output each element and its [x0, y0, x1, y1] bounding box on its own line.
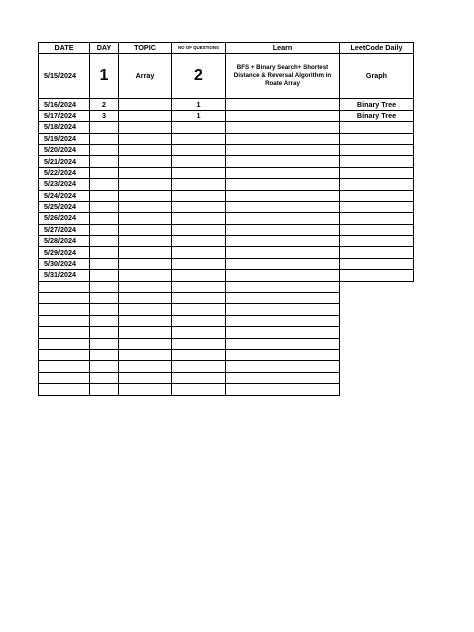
empty-cell[interactable] [172, 361, 226, 372]
questions-cell[interactable] [172, 133, 226, 144]
blank-area [340, 372, 414, 383]
empty-cell[interactable] [90, 361, 119, 372]
col-date-header: DATE [39, 43, 90, 54]
table-row [39, 213, 414, 224]
blank-area [340, 338, 414, 349]
day-cell[interactable] [90, 133, 119, 144]
daily-cell[interactable] [340, 258, 414, 269]
date-cell[interactable]: 5/30/2024 [39, 258, 90, 269]
learn-cell[interactable] [226, 133, 340, 144]
daily-cell[interactable] [340, 144, 414, 155]
empty-cell[interactable] [39, 304, 90, 315]
topic-cell[interactable] [119, 167, 172, 178]
empty-cell[interactable] [90, 327, 119, 338]
table-row [39, 258, 414, 269]
empty-cell[interactable] [39, 327, 90, 338]
empty-cell[interactable] [172, 281, 226, 292]
topic-cell[interactable] [119, 133, 172, 144]
empty-cell[interactable] [90, 315, 119, 326]
col-daily-header: LeetCode Daily [340, 43, 414, 54]
date-cell[interactable]: 5/15/2024 [39, 54, 90, 99]
topic-cell[interactable] [119, 99, 172, 110]
blank-area [340, 293, 414, 304]
date-cell[interactable]: 5/27/2024 [39, 224, 90, 235]
empty-cell[interactable] [39, 293, 90, 304]
daily-cell[interactable] [340, 224, 414, 235]
topic-cell[interactable] [119, 224, 172, 235]
learn-cell[interactable] [226, 213, 340, 224]
empty-cell[interactable] [90, 372, 119, 383]
learn-cell[interactable] [226, 258, 340, 269]
table-row [39, 144, 414, 155]
day-cell[interactable] [90, 122, 119, 133]
empty-cell[interactable] [90, 304, 119, 315]
blank-area [340, 315, 414, 326]
daily-cell[interactable]: Graph [340, 54, 414, 99]
table-row [39, 201, 414, 212]
empty-cell[interactable] [226, 281, 340, 292]
table-row [39, 236, 414, 247]
empty-cell[interactable] [172, 327, 226, 338]
topic-cell[interactable] [119, 201, 172, 212]
date-cell[interactable]: 5/24/2024 [39, 190, 90, 201]
daily-cell[interactable] [340, 213, 414, 224]
date-cell[interactable]: 5/16/2024 [39, 99, 90, 110]
table-row [39, 247, 414, 258]
col-questions-header: NO OF QUESTIONS [172, 43, 226, 54]
empty-row [39, 293, 414, 304]
learn-cell[interactable] [226, 167, 340, 178]
questions-cell[interactable] [172, 122, 226, 133]
learn-cell[interactable] [226, 179, 340, 190]
day-cell[interactable] [90, 213, 119, 224]
daily-cell[interactable] [340, 122, 414, 133]
empty-cell[interactable] [226, 304, 340, 315]
empty-cell[interactable] [226, 327, 340, 338]
tracker-table [38, 42, 414, 396]
questions-cell[interactable] [172, 190, 226, 201]
empty-cell[interactable] [172, 315, 226, 326]
table-row [39, 122, 414, 133]
day-cell[interactable] [90, 190, 119, 201]
questions-cell[interactable] [172, 201, 226, 212]
learn-cell[interactable] [226, 270, 340, 281]
daily-cell[interactable]: Binary Tree [340, 110, 414, 121]
empty-cell[interactable] [90, 293, 119, 304]
col-topic-header: TOPIC [119, 43, 172, 54]
empty-cell[interactable] [119, 361, 172, 372]
date-cell[interactable]: 5/22/2024 [39, 167, 90, 178]
blank-area [340, 327, 414, 338]
empty-cell[interactable] [172, 384, 226, 395]
table-row [39, 133, 414, 144]
empty-cell[interactable] [119, 327, 172, 338]
questions-cell[interactable]: 1 [172, 99, 226, 110]
day-cell[interactable] [90, 179, 119, 190]
questions-cell[interactable] [172, 167, 226, 178]
empty-row [39, 349, 414, 360]
questions-cell[interactable] [172, 156, 226, 167]
empty-cell[interactable] [119, 372, 172, 383]
empty-row [39, 304, 414, 315]
empty-cell[interactable] [119, 304, 172, 315]
empty-cell[interactable] [119, 315, 172, 326]
empty-cell[interactable] [226, 338, 340, 349]
header-row [39, 43, 414, 54]
empty-row [39, 338, 414, 349]
topic-cell[interactable] [119, 247, 172, 258]
empty-cell[interactable] [39, 315, 90, 326]
table-row [39, 190, 414, 201]
empty-row [39, 327, 414, 338]
blank-area [340, 304, 414, 315]
learn-cell[interactable] [226, 247, 340, 258]
empty-row [39, 315, 414, 326]
topic-cell[interactable] [119, 213, 172, 224]
date-cell[interactable]: 5/31/2024 [39, 270, 90, 281]
table-row [39, 110, 414, 121]
empty-cell[interactable] [39, 281, 90, 292]
daily-cell[interactable] [340, 133, 414, 144]
date-cell[interactable]: 5/18/2024 [39, 122, 90, 133]
date-cell[interactable]: 5/21/2024 [39, 156, 90, 167]
learn-cell[interactable] [226, 144, 340, 155]
day-cell[interactable] [90, 258, 119, 269]
empty-cell[interactable] [226, 315, 340, 326]
empty-cell[interactable] [226, 384, 340, 395]
day-cell[interactable] [90, 224, 119, 235]
daily-cell[interactable] [340, 270, 414, 281]
date-cell[interactable]: 5/26/2024 [39, 213, 90, 224]
date-cell[interactable]: 5/17/2024 [39, 110, 90, 121]
empty-cell[interactable] [226, 361, 340, 372]
empty-cell[interactable] [226, 349, 340, 360]
table-row [39, 167, 414, 178]
empty-cell[interactable] [39, 361, 90, 372]
day-cell[interactable] [90, 236, 119, 247]
empty-cell[interactable] [39, 338, 90, 349]
empty-cell[interactable] [39, 372, 90, 383]
blank-area [340, 349, 414, 360]
empty-cell[interactable] [90, 349, 119, 360]
day-cell[interactable] [90, 144, 119, 155]
table-row [39, 156, 414, 167]
topic-cell[interactable]: Array [119, 54, 172, 99]
topic-cell[interactable] [119, 236, 172, 247]
questions-cell[interactable] [172, 247, 226, 258]
questions-cell[interactable] [172, 258, 226, 269]
empty-cell[interactable] [90, 281, 119, 292]
questions-cell[interactable] [172, 213, 226, 224]
date-cell[interactable]: 5/28/2024 [39, 236, 90, 247]
questions-cell[interactable] [172, 224, 226, 235]
topic-cell[interactable] [119, 122, 172, 133]
table-row [39, 99, 414, 110]
empty-cell[interactable] [172, 372, 226, 383]
learn-cell[interactable] [226, 122, 340, 133]
table-row [39, 54, 414, 99]
daily-cell[interactable] [340, 167, 414, 178]
empty-cell[interactable] [119, 293, 172, 304]
learn-cell[interactable]: BFS + Binary Search+ Shortest Distance & Reversal Algorithm in Roate Array [226, 54, 340, 99]
blank-area [340, 384, 414, 395]
daily-cell[interactable]: Binary Tree [340, 99, 414, 110]
daily-cell[interactable] [340, 236, 414, 247]
date-cell[interactable]: 5/19/2024 [39, 133, 90, 144]
empty-cell[interactable] [226, 372, 340, 383]
day-cell[interactable] [90, 247, 119, 258]
blank-area [340, 361, 414, 372]
day-cell[interactable]: 3 [90, 110, 119, 121]
questions-cell[interactable] [172, 144, 226, 155]
empty-row [39, 384, 414, 395]
topic-cell[interactable] [119, 110, 172, 121]
blank-area [340, 281, 414, 292]
topic-cell[interactable] [119, 270, 172, 281]
date-cell[interactable]: 5/23/2024 [39, 179, 90, 190]
empty-cell[interactable] [172, 293, 226, 304]
questions-cell[interactable] [172, 236, 226, 247]
learn-cell[interactable] [226, 110, 340, 121]
questions-cell[interactable]: 1 [172, 110, 226, 121]
empty-cell[interactable] [226, 293, 340, 304]
topic-cell[interactable] [119, 190, 172, 201]
daily-cell[interactable] [340, 179, 414, 190]
topic-cell[interactable] [119, 144, 172, 155]
col-learn-header: Learn [226, 43, 340, 54]
empty-cell[interactable] [172, 338, 226, 349]
empty-cell[interactable] [172, 349, 226, 360]
day-cell[interactable] [90, 201, 119, 212]
daily-cell[interactable] [340, 190, 414, 201]
table-row [39, 270, 414, 281]
day-cell[interactable]: 2 [90, 99, 119, 110]
day-cell[interactable] [90, 156, 119, 167]
learn-cell[interactable] [226, 156, 340, 167]
day-cell[interactable] [90, 270, 119, 281]
empty-cell[interactable] [119, 338, 172, 349]
empty-cell[interactable] [119, 349, 172, 360]
col-day-header: DAY [90, 43, 119, 54]
empty-row [39, 281, 414, 292]
daily-cell[interactable] [340, 156, 414, 167]
date-cell[interactable]: 5/29/2024 [39, 247, 90, 258]
learn-cell[interactable] [226, 201, 340, 212]
topic-cell[interactable] [119, 258, 172, 269]
table-row [39, 224, 414, 235]
empty-cell[interactable] [172, 304, 226, 315]
questions-cell[interactable] [172, 179, 226, 190]
learn-cell[interactable] [226, 236, 340, 247]
empty-cell[interactable] [119, 384, 172, 395]
questions-cell[interactable] [172, 270, 226, 281]
empty-cell[interactable] [90, 338, 119, 349]
day-cell[interactable]: 1 [90, 54, 119, 99]
topic-cell[interactable] [119, 179, 172, 190]
empty-cell[interactable] [90, 384, 119, 395]
daily-cell[interactable] [340, 247, 414, 258]
day-cell[interactable] [90, 167, 119, 178]
table-row [39, 179, 414, 190]
learn-cell[interactable] [226, 224, 340, 235]
empty-cell[interactable] [39, 349, 90, 360]
date-cell[interactable]: 5/20/2024 [39, 144, 90, 155]
empty-cell[interactable] [119, 281, 172, 292]
empty-row [39, 361, 414, 372]
daily-cell[interactable] [340, 201, 414, 212]
questions-cell[interactable]: 2 [172, 54, 226, 99]
empty-row [39, 372, 414, 383]
empty-cell[interactable] [39, 384, 90, 395]
date-cell[interactable]: 5/25/2024 [39, 201, 90, 212]
topic-cell[interactable] [119, 156, 172, 167]
learn-cell[interactable] [226, 99, 340, 110]
learn-cell[interactable] [226, 190, 340, 201]
